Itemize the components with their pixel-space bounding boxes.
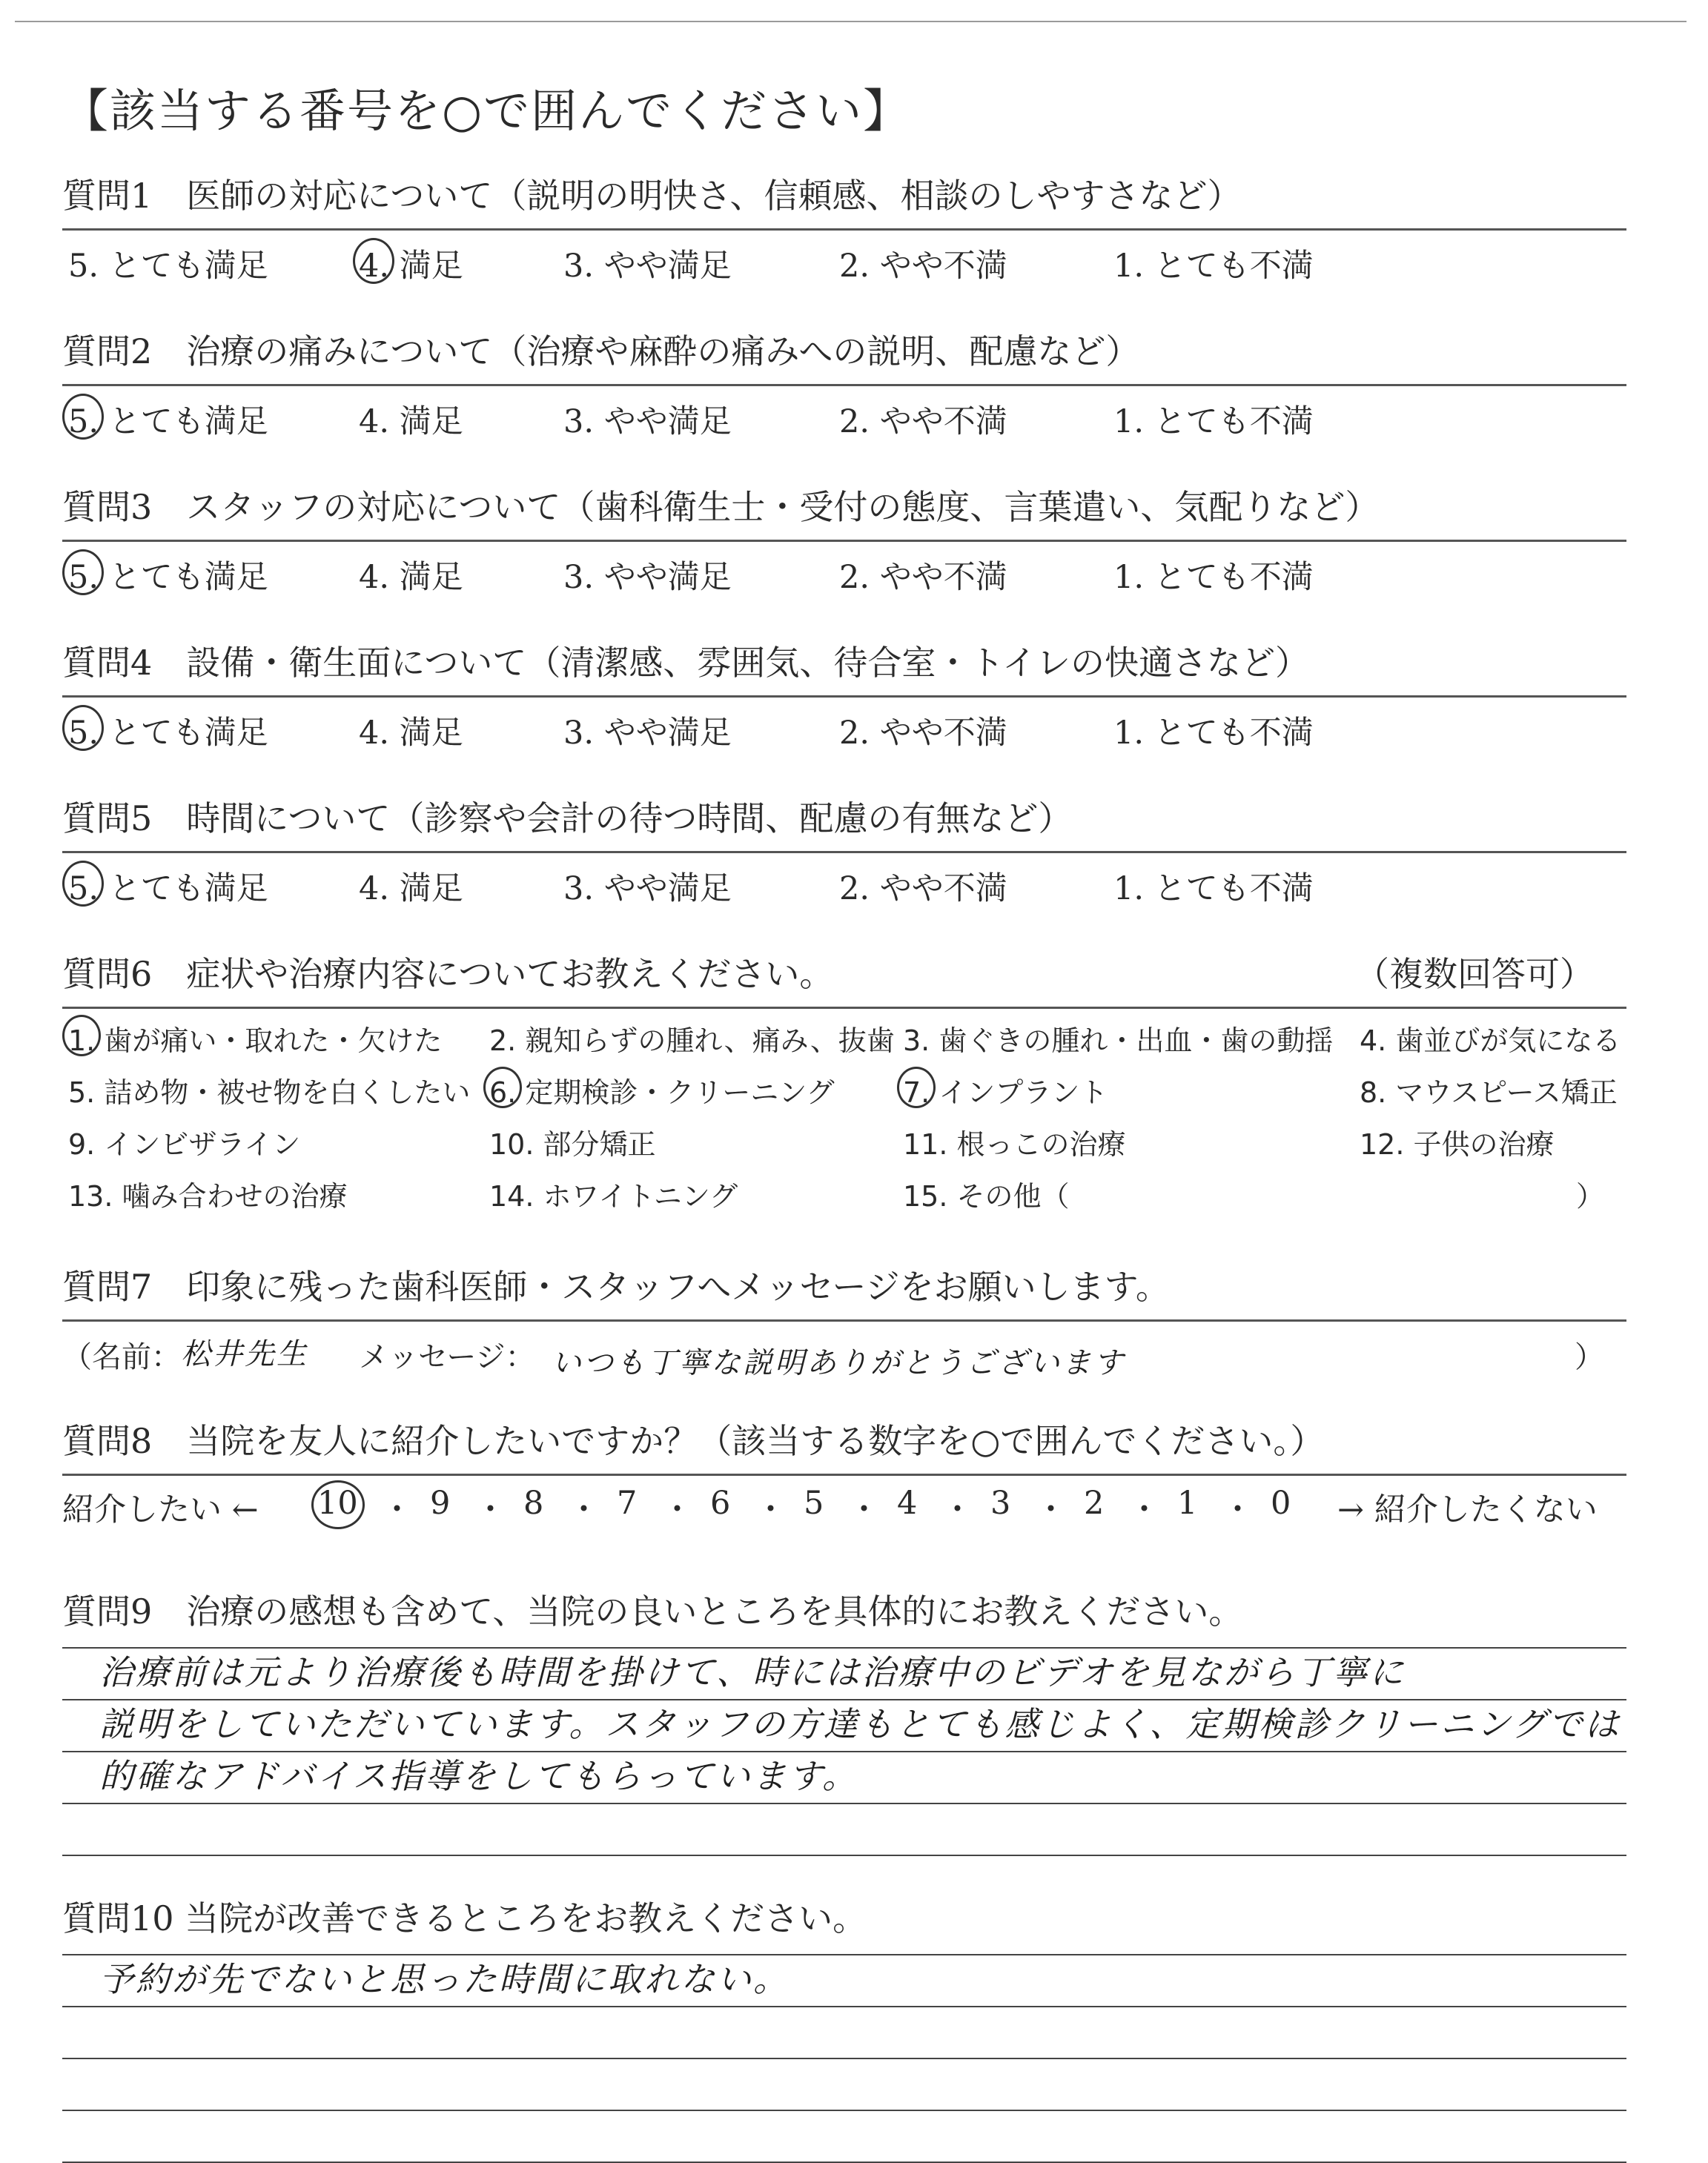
scale-dot: ・ (941, 1491, 973, 1528)
scale-dot: ・ (1035, 1491, 1067, 1528)
symptom-option-12[interactable]: 12. 子供の治療 (1360, 1128, 1555, 1161)
question-title: 質問3 スタッフの対応について（歯科衛生士・受付の態度、言葉遣い、気配りなど） (62, 480, 1626, 542)
symptom-option-5[interactable]: 5. 詰め物・被せ物を白くしたい (68, 1076, 471, 1109)
option-4[interactable]: 4. 満足 (359, 241, 463, 286)
question-10 (62, 1892, 1626, 2163)
question-2 (62, 325, 1626, 443)
message-line (62, 1329, 1626, 1385)
symptom-option-10[interactable]: 10. 部分矯正 (489, 1128, 656, 1161)
page-header: 【該当する番号を○で囲んでください】 (62, 84, 911, 138)
option-5[interactable]: 5. とても満足 (68, 552, 268, 597)
scale-dot: ・ (474, 1491, 506, 1528)
option-2[interactable]: 2. やや不満 (839, 248, 1007, 285)
symptom-option-13[interactable]: 13. 噛み合わせの治療 (68, 1180, 348, 1213)
symptom-option-3[interactable]: 3. 歯ぐきの腫れ・出血・歯の動揺 (903, 1024, 1334, 1057)
answer-lines (62, 1954, 1626, 2163)
question-title: 質問4 設備・衛生面について（清潔感、雰囲気、待合室・トイレの快適さなど） (62, 636, 1626, 698)
answer-line[interactable] (62, 1752, 1626, 1804)
question-title: 質問5 時間について（診察や会計の待つ時間、配慮の有無など） (62, 792, 1626, 853)
question-title (62, 947, 1626, 1009)
top-border (15, 21, 1687, 22)
question-9 (62, 1585, 1626, 1856)
scale-6[interactable]: 6 (710, 1485, 731, 1522)
answer-handwritten: 的確なアドバイス指導をしてもらっています。 (99, 1756, 858, 1796)
rating-options (62, 864, 1626, 910)
option-5[interactable]: 5. とても満足 (68, 248, 268, 285)
name-label: （名前： (62, 1340, 181, 1374)
other-close-paren: ） (1575, 1180, 1604, 1213)
symptom-option-9[interactable]: 9. インビザライン (68, 1128, 301, 1161)
symptom-options (62, 1018, 1626, 1240)
option-1[interactable]: 1. とても不満 (1113, 870, 1314, 907)
recommend-scale (62, 1485, 1626, 1537)
answer-line[interactable] (62, 1647, 1626, 1700)
answer-line[interactable] (62, 1700, 1626, 1752)
multiple-answer-note: （複数回答可） (1355, 954, 1594, 994)
scale-2[interactable]: 2 (1084, 1485, 1105, 1522)
question-title: 質問9 治療の感想も含めて、当院の良いところを具体的にお教えください。 (62, 1591, 1243, 1632)
option-1[interactable]: 1. とても不満 (1113, 403, 1314, 440)
option-5[interactable]: 5. とても満足 (68, 864, 268, 909)
option-5[interactable]: 5. とても満足 (68, 708, 268, 753)
answer-line[interactable] (62, 1954, 1626, 2007)
question-title: 質問2 治療の痛みについて（治療や麻酔の痛みへの説明、配慮など） (62, 325, 1626, 386)
symptom-option-2[interactable]: 2. 親知らずの腫れ、痛み、抜歯 (489, 1024, 895, 1057)
symptom-option-15[interactable]: 15. その他（ (903, 1180, 1070, 1213)
question-title: 質問1 医師の対応について（説明の明快さ、信頼感、相談のしやすさなど） (62, 169, 1626, 231)
scale-dot: ・ (568, 1491, 600, 1528)
symptom-option-1[interactable]: 1. 歯が痛い・取れた・欠けた (68, 1018, 442, 1059)
scale-dot: ・ (755, 1491, 787, 1528)
answer-line[interactable] (62, 2111, 1626, 2163)
rating-options (62, 241, 1626, 287)
option-1[interactable]: 1. とても不満 (1113, 715, 1314, 752)
option-3[interactable]: 3. やや満足 (563, 403, 732, 440)
message-handwritten[interactable]: いつも丁寧な説明ありがとうございます (552, 1346, 1125, 1380)
recommend-left-label: 紹介したい ← (62, 1491, 259, 1528)
answer-handwritten: 予約が先でないと思った時間に取れない。 (99, 1959, 790, 1999)
question-title-text: 質問6 症状や治療内容についてお教えください。 (62, 954, 834, 994)
scale-dot: ・ (381, 1491, 413, 1528)
question-title: 質問7 印象に残った歯科医師・スタッフへメッセージをお願いします。 (62, 1260, 1626, 1322)
scale-dot: ・ (661, 1491, 693, 1528)
option-2[interactable]: 2. やや不満 (839, 403, 1007, 440)
question-6 (62, 947, 1626, 1240)
scale-dot: ・ (1222, 1491, 1254, 1528)
option-3[interactable]: 3. やや満足 (563, 715, 732, 752)
question-1 (62, 169, 1626, 287)
option-2[interactable]: 2. やや不満 (839, 870, 1007, 907)
recommend-right-label: → 紹介したくない (1337, 1491, 1598, 1528)
symptom-option-4[interactable]: 4. 歯並びが気になる (1360, 1024, 1621, 1057)
rating-options (62, 397, 1626, 443)
option-4[interactable]: 4. 満足 (359, 870, 463, 907)
answer-line[interactable] (62, 1804, 1626, 1856)
option-3[interactable]: 3. やや満足 (563, 870, 732, 907)
question-title: 質問8 当院を友人に紹介したいですか？（該当する数字を○で囲んでください。） (62, 1414, 1626, 1476)
question-title: 質問10 当院が改善できるところをお教えください。 (62, 1898, 867, 1938)
scale-10[interactable]: 10 (317, 1485, 358, 1522)
answer-line[interactable] (62, 2007, 1626, 2059)
symptom-option-7[interactable]: 7. インプラント (903, 1070, 1108, 1110)
option-3[interactable]: 3. やや満足 (563, 248, 732, 285)
scale-4[interactable]: 4 (897, 1485, 918, 1522)
scale-8[interactable]: 8 (523, 1485, 544, 1522)
symptom-option-8[interactable]: 8. マウスピース矯正 (1360, 1076, 1618, 1109)
question-7 (62, 1260, 1626, 1385)
scale-dot: ・ (848, 1491, 880, 1528)
option-1[interactable]: 1. とても不満 (1113, 559, 1314, 596)
answer-lines (62, 1647, 1626, 1856)
scale-7[interactable]: 7 (617, 1485, 638, 1522)
option-4[interactable]: 4. 満足 (359, 403, 463, 440)
scale-1[interactable]: 1 (1177, 1485, 1198, 1522)
close-paren: ） (1575, 1340, 1604, 1374)
symptom-option-11[interactable]: 11. 根っこの治療 (903, 1128, 1126, 1161)
question-5 (62, 792, 1626, 910)
message-label: メッセージ： (359, 1340, 535, 1374)
scale-9[interactable]: 9 (430, 1485, 451, 1522)
scale-5[interactable]: 5 (804, 1485, 824, 1522)
answer-handwritten: 説明をしていただいています。スタッフの方達もとても感じよく、定期検診クリーニングでは (99, 1704, 1621, 1744)
answer-line[interactable] (62, 2059, 1626, 2111)
name-handwritten[interactable]: 松井先生 (181, 1337, 308, 1371)
question-8 (62, 1414, 1626, 1537)
scale-dot: ・ (1128, 1491, 1160, 1528)
rating-options (62, 708, 1626, 754)
option-5[interactable]: 5. とても満足 (68, 397, 268, 442)
option-2[interactable]: 2. やや不満 (839, 715, 1007, 752)
option-4[interactable]: 4. 満足 (359, 715, 463, 752)
option-3[interactable]: 3. やや満足 (563, 559, 732, 596)
answer-handwritten: 治療前は元より治療後も時間を掛けて、時には治療中のビデオを見ながら丁寧に (99, 1652, 1406, 1692)
rating-options (62, 552, 1626, 598)
option-4[interactable]: 4. 満足 (359, 559, 463, 596)
question-3 (62, 480, 1626, 598)
symptom-option-6[interactable]: 6. 定期検診・クリーニング (489, 1070, 835, 1110)
scale-3[interactable]: 3 (990, 1485, 1011, 1522)
symptom-option-14[interactable]: 14. ホワイトニング (489, 1180, 738, 1213)
option-1[interactable]: 1. とても不満 (1113, 248, 1314, 285)
option-2[interactable]: 2. やや不満 (839, 559, 1007, 596)
question-4 (62, 636, 1626, 754)
scale-0[interactable]: 0 (1271, 1485, 1291, 1522)
